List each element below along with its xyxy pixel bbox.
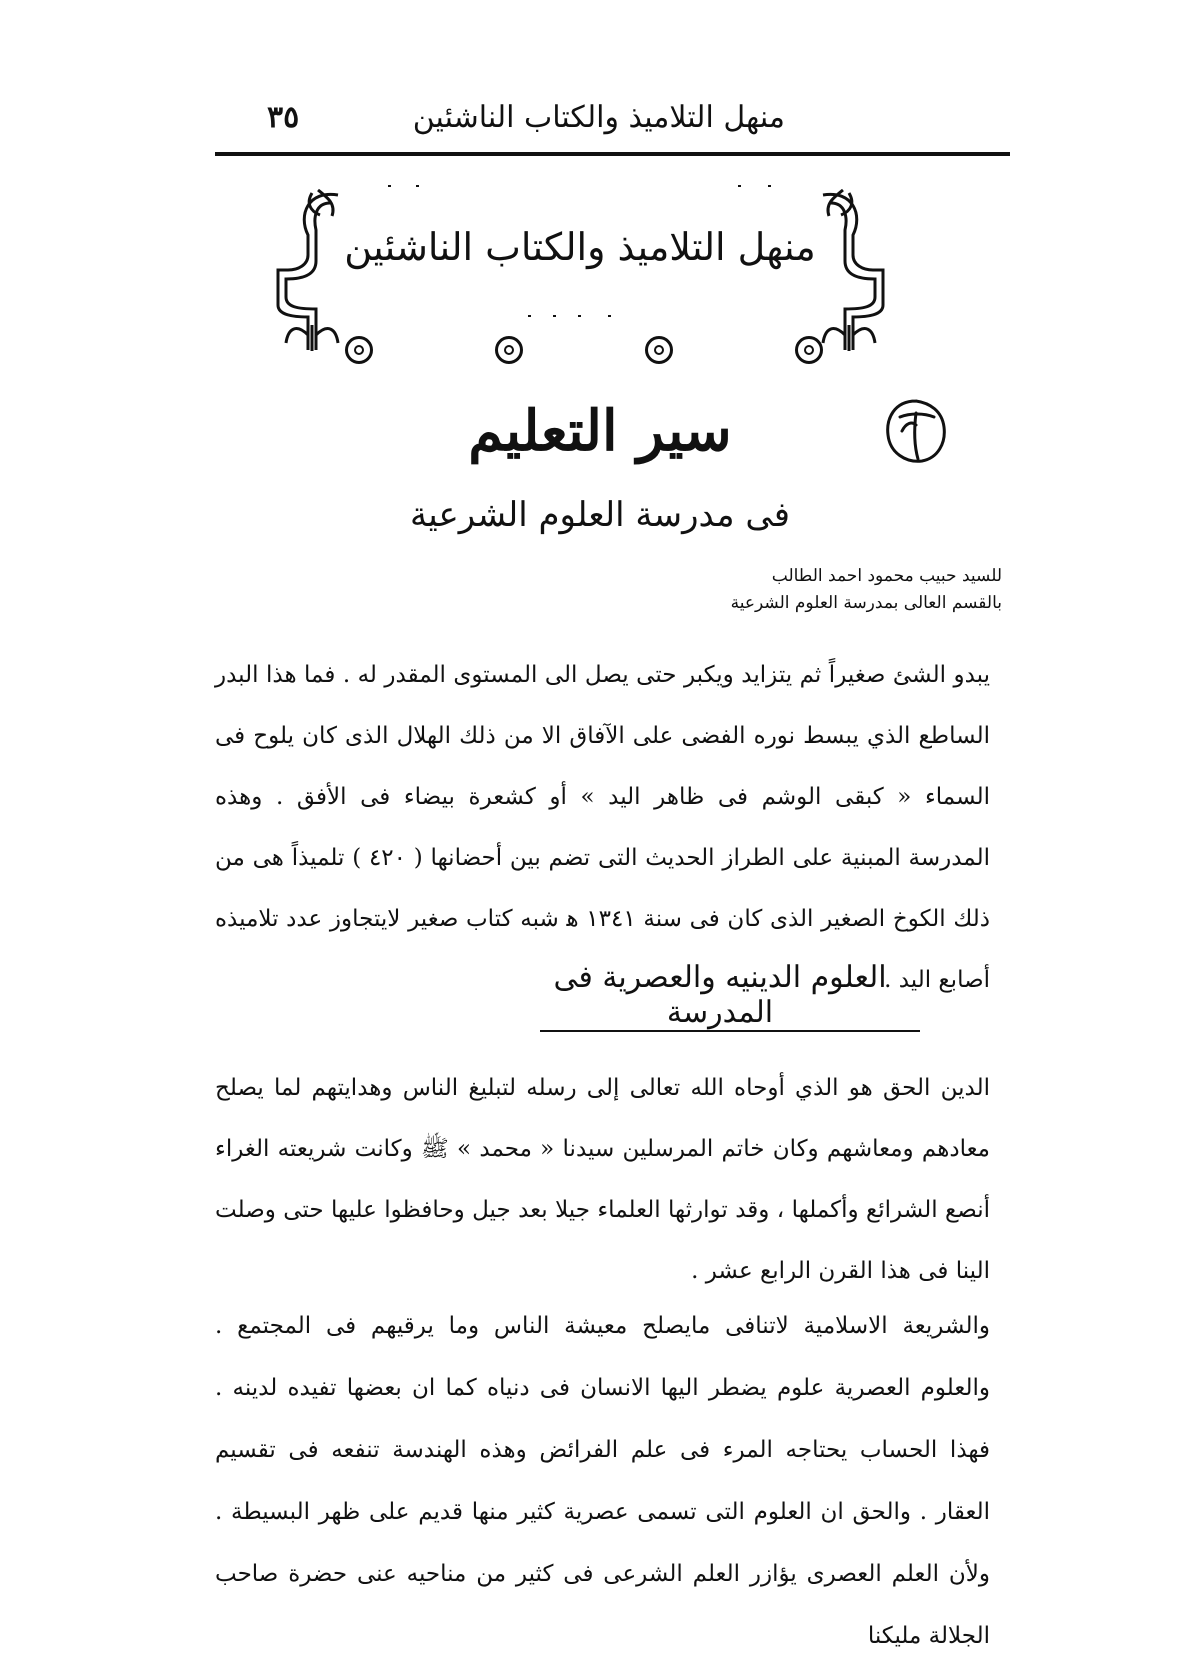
running-header xyxy=(215,92,785,152)
page-number: ٣٥ xyxy=(267,100,300,135)
article-subtitle: فى مدرسة العلوم الشرعية xyxy=(410,495,790,535)
banner-title: منهل التلاميذ والكتاب الناشئين xyxy=(344,225,816,269)
section-heading: العلوم الدينيه والعصرية فى المدرسة xyxy=(553,960,887,1030)
paragraph-sciences: والشريعة الاسلامية لاتنافى مايصلح معيشة الناس وما يرقيهم فى المجتمع . والعلوم العصرية علوم يضطر اليها الانسان فى دنياه كما ان بعضها تفيده لدينه . فهذا الحساب يحتاجه المرء فى علم الفرائض وهذه الهندسة تنفعه فى تقسيم العقار . والحق ان العلوم التى تسمى عصرية كثير منها قديم على ظهر البسيطة . ولأن العلم العصرى يؤازر العلم الشرعى فى كثير من مناحيه عنى حضرة صاحب الجلالة مليكنا xyxy=(215,1313,990,1649)
byline-author: للسيد حبيب محمود احمد الطالب xyxy=(771,566,1002,586)
ornament-dots xyxy=(345,336,865,376)
ring-ornament xyxy=(795,336,823,364)
byline-affiliation: بالقسم العالى بمدرسة العلوم الشرعية xyxy=(730,593,1002,613)
paragraph-intro: يبدو الشئ صغيراً ثم يتزايد ويكبر حتى يصل الى المستوى المقدر له . فما هذا البدر الساطع الذي يبسط نوره الفضى على الآفاق الا من ذلك الهلال الذى كان يلوح فى السماء « كبقى الوشم فى ظاهر اليد » أو كشعرة بيضاء فى الأفق . وهذه المدرسة المبنية على الطراز الحديث التى تضم بين أحضانها ( ٤٢٠ ) تلميذاً هى من ذلك الكوخ الصغير الذى كان فى سنة ١٣٤١ ﻫ شبه كتاب صغير لايتجاوز عدد تلاميذه أصابع اليد . xyxy=(215,662,990,993)
byline xyxy=(502,563,1002,617)
ring-ornament xyxy=(345,336,373,364)
section-rule xyxy=(540,1030,920,1032)
paragraph-religion: الدين الحق هو الذي أوحاه الله تعالى إلى رسله لتبليغ الناس وهدايتهم لما يصلح معادهم ومعاشهم وكان خاتم المرسلين سيدنا « محمد » ﷺ وكانت شريعته الغراء أنصع الشرائع وأكملها ، وقد توارثها العلماء جيلا بعد جيل وحافظوا عليها حتى وصلت الينا فى هذا القرن الرابع عشر . xyxy=(215,1075,990,1284)
header-rule xyxy=(215,152,1010,156)
ring-ornament xyxy=(495,336,523,364)
running-title: منهل التلاميذ والكتاب الناشئين xyxy=(412,100,785,135)
article-title: سير التعليم xyxy=(468,398,732,464)
ring-ornament xyxy=(645,336,673,364)
